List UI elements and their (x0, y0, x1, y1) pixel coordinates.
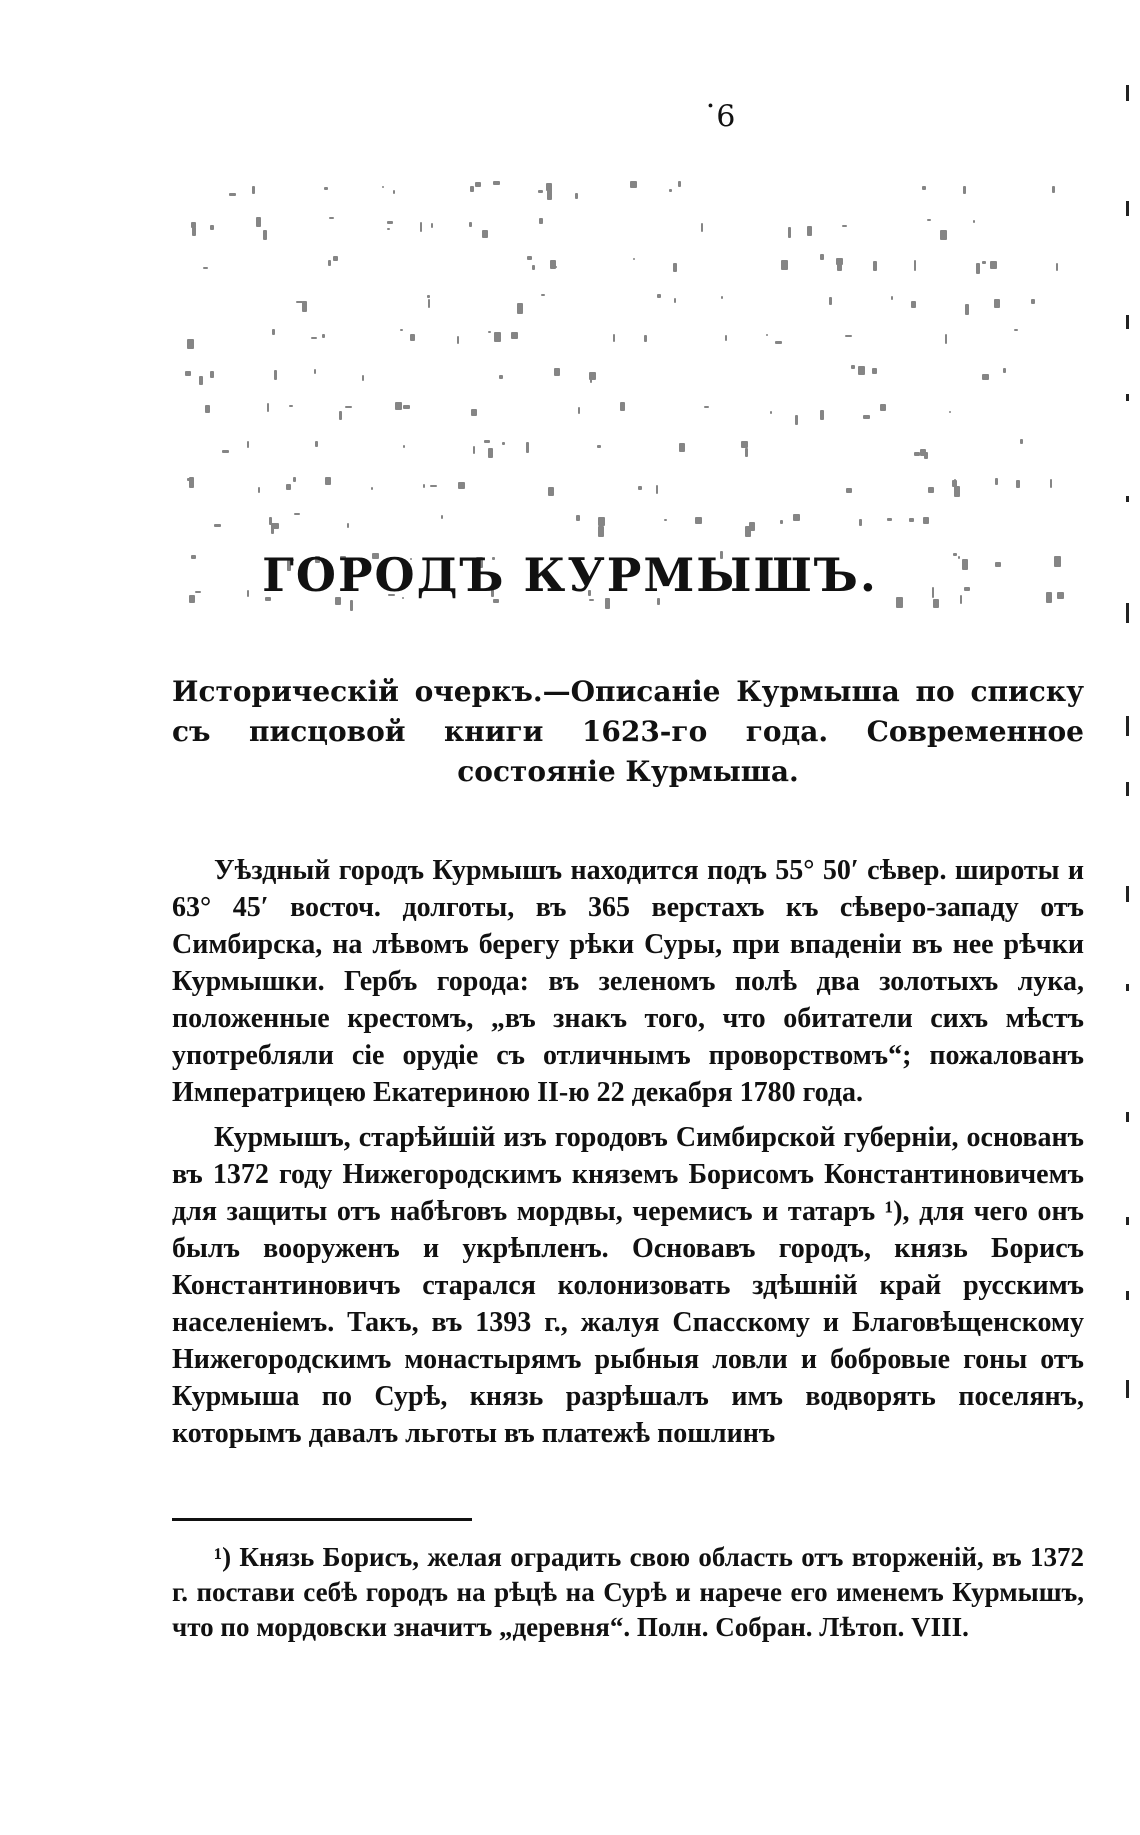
bleed-speck (911, 301, 916, 308)
bleed-speck (845, 335, 852, 337)
bleed-speck (293, 477, 296, 482)
bleed-speck (272, 523, 279, 529)
bleed-speck (263, 230, 267, 240)
bleed-speck (252, 186, 255, 194)
edge-mark (1126, 603, 1129, 623)
bleed-speck (674, 298, 676, 303)
bleed-speck (633, 258, 635, 260)
bleed-speck (210, 371, 214, 378)
bleed-speck (909, 518, 914, 522)
bleed-speck (965, 304, 969, 315)
footnote-text: ¹) Князь Борисъ, желая оградить свою область отъ вторженій, въ 1372 г. постави себѣ городъ на рѣцѣ на Сурѣ и нарече его именемъ Курмышъ, что по мордовски значитъ „деревня“. Полн. Собран. Лѣтоп. VIII. (172, 1542, 1084, 1642)
bleed-speck (214, 524, 221, 527)
bleed-speck (554, 368, 560, 376)
bleed-speck (205, 405, 210, 413)
bleed-speck (441, 515, 443, 519)
page-edge-marks (1126, 80, 1132, 1480)
bleed-speck (837, 260, 842, 271)
bleed-speck (493, 181, 500, 185)
bleed-speck (597, 445, 601, 448)
bleed-speck (1052, 186, 1055, 193)
bleed-speck (846, 488, 852, 493)
bleed-speck (598, 526, 604, 537)
bleed-speck (484, 440, 490, 443)
bleed-speck (532, 265, 535, 270)
bleed-speck (745, 448, 748, 457)
bleed-speck (526, 442, 529, 453)
bleed-speck (829, 297, 832, 305)
bleed-speck (222, 450, 229, 453)
bleed-speck (541, 294, 545, 296)
bleed-speck (482, 230, 488, 238)
bleed-speck (387, 221, 393, 224)
bleed-speck (924, 452, 928, 459)
bleed-speck (982, 261, 986, 264)
bleed-speck (430, 485, 437, 487)
bleed-speck (274, 370, 277, 380)
bleed-speck (669, 189, 672, 192)
bleed-speck (872, 368, 877, 374)
bleed-speck (701, 223, 703, 232)
footnote-divider (172, 1518, 472, 1521)
bleed-speck (644, 335, 647, 342)
bleed-speck (203, 267, 208, 269)
bleed-speck (229, 193, 236, 196)
bleed-speck (185, 371, 191, 376)
bleed-speck (859, 519, 862, 526)
edge-mark (1126, 782, 1129, 796)
bleed-speck (475, 182, 481, 187)
bleed-speck (770, 411, 772, 414)
bleed-speck (314, 369, 316, 374)
bleed-speck (842, 225, 847, 227)
edge-mark (1126, 496, 1129, 502)
edge-mark (1126, 716, 1129, 736)
bleed-speck (673, 263, 677, 272)
bleed-speck (473, 446, 475, 454)
bleed-speck (995, 478, 998, 485)
bleed-speck (679, 443, 685, 452)
bleed-speck (423, 484, 425, 488)
bleed-speck (657, 294, 661, 298)
bleed-speck (973, 220, 975, 223)
bleed-speck (793, 514, 800, 521)
bleed-speck (324, 187, 328, 190)
bleed-speck (922, 186, 926, 190)
bleed-speck (928, 487, 934, 493)
bleed-speck (927, 219, 931, 221)
bleed-speck (294, 513, 300, 515)
bleed-speck (766, 334, 768, 336)
bleed-speck (339, 411, 342, 420)
bleed-speck (891, 296, 893, 300)
bleed-speck (362, 375, 364, 381)
bleed-speck (598, 517, 605, 526)
bleed-speck (578, 407, 580, 414)
bleed-speck (781, 260, 788, 270)
bleed-speck (863, 415, 870, 419)
bleed-speck (590, 377, 592, 383)
bleed-speck (257, 217, 260, 222)
bleed-speck (1020, 439, 1023, 444)
bleed-speck (403, 445, 405, 448)
bleed-speck (749, 522, 755, 531)
bleed-speck (775, 341, 782, 344)
edge-mark (1126, 394, 1129, 401)
bleed-speck (410, 334, 415, 341)
bleed-speck (982, 374, 989, 380)
bleed-speck (940, 230, 947, 240)
bleed-speck (990, 261, 997, 269)
bleed-speck (725, 335, 727, 341)
chapter-title: ГОРОДЪ КУРМЫШЪ. (262, 548, 878, 602)
edge-mark (1126, 1291, 1129, 1300)
bleed-speck (547, 189, 552, 200)
bleed-speck (488, 331, 491, 333)
edge-mark (1126, 1112, 1129, 1122)
bleed-speck (552, 266, 557, 268)
bleed-speck (704, 406, 709, 408)
edge-mark (1126, 85, 1129, 101)
bleed-speck (721, 296, 723, 299)
bleed-speck (269, 517, 272, 525)
bleed-speck (795, 415, 798, 425)
bleed-speck (387, 228, 390, 230)
bleed-speck (272, 329, 275, 335)
bleed-speck (638, 486, 642, 490)
bleed-speck (371, 487, 373, 490)
bleed-speck (656, 485, 658, 494)
bleed-speck (325, 477, 331, 485)
bleed-speck (1003, 368, 1006, 373)
bleed-speck (328, 260, 331, 266)
bleed-speck (345, 406, 352, 408)
bleed-speck (511, 332, 518, 339)
bleed-speck (428, 299, 430, 308)
bleed-speck (575, 193, 578, 199)
bleed-speck (403, 405, 410, 409)
bleed-speck (538, 190, 543, 193)
bleed-speck (322, 334, 325, 338)
bleed-speck (517, 303, 523, 314)
bleed-speck (945, 334, 947, 344)
bleed-speck (347, 523, 349, 528)
bleed-speck (431, 223, 433, 228)
bleed-speck (469, 222, 472, 227)
bleed-speck (820, 410, 824, 420)
bleed-speck (289, 405, 293, 407)
bleed-speck (267, 403, 269, 412)
bleed-speck (976, 263, 980, 274)
bleed-speck (664, 519, 667, 521)
edge-mark (1126, 984, 1129, 991)
bleed-speck (695, 517, 702, 524)
chapter-subtitle: Историческій очеркъ.—Описаніе Курмыша по списку съ писцовой книги 1623-го года. Современное состояніе Курмыша. (172, 675, 1084, 788)
bleed-speck (887, 518, 892, 521)
bleed-speck (395, 402, 402, 410)
bleed-speck (427, 295, 430, 298)
bleed-speck (807, 226, 812, 236)
bleed-speck (192, 227, 196, 236)
edge-mark (1126, 886, 1129, 902)
bleed-speck (548, 487, 554, 496)
bleed-speck (1016, 480, 1020, 488)
bleed-speck (311, 337, 317, 339)
bleed-speck (880, 404, 886, 411)
bleed-speck (963, 186, 966, 194)
edge-mark (1126, 315, 1129, 329)
bleed-speck (914, 260, 916, 271)
bleed-speck (199, 376, 203, 385)
edge-mark (1126, 1380, 1129, 1398)
bleed-speck (494, 332, 501, 342)
bleed-speck (1031, 299, 1035, 304)
bleed-speck (820, 254, 824, 260)
bleed-speck (539, 218, 543, 224)
bleed-speck (1056, 263, 1058, 271)
bleed-speck (471, 409, 477, 416)
bleed-speck (329, 217, 334, 219)
bleed-speck (499, 375, 503, 379)
bleed-speck (315, 441, 318, 447)
bleed-speck (470, 186, 474, 192)
bleed-speck (247, 441, 249, 448)
bleed-speck (1014, 329, 1018, 331)
bleed-speck (527, 256, 532, 260)
bleed-speck (420, 222, 422, 232)
bleed-speck (382, 186, 384, 188)
paragraph: Уѣздный городъ Курмышъ находится подъ 55° 50′ сѣвер. широты и 63° 45′ восточ. долготы, въ 365 верстахъ къ сѣверо-западу отъ Симбирска, на лѣвомъ берегу рѣки Суры, при впаденіи въ нее рѣчки Курмышки. Гербъ города: въ зеленомъ полѣ два золотыхъ лука, положенные крестомъ, „въ знакъ того, что обитатели сихъ мѣстъ употребляли сіе орудіе съ отличнымъ проворствомъ“; пожалованъ Императрицею Екатериною II-ю 22 декабря 1780 года. (172, 855, 1084, 1108)
bleed-speck (393, 190, 395, 194)
page-number: 9. (704, 96, 736, 131)
bleed-speck (741, 441, 748, 448)
bleed-speck (613, 334, 615, 342)
bleed-speck (187, 478, 192, 481)
edge-mark (1126, 1217, 1129, 1225)
bleed-speck (949, 411, 951, 413)
bleed-speck (302, 301, 307, 312)
bleed-speck (630, 181, 637, 188)
bleed-speck (858, 366, 865, 375)
edge-mark (1126, 201, 1129, 216)
bleed-speck (210, 225, 214, 230)
bleed-speck (458, 482, 465, 489)
bleed-speck (258, 487, 260, 493)
bleed-speck (187, 339, 194, 349)
bleed-speck (873, 261, 877, 271)
bleed-speck (788, 227, 791, 238)
bleed-speck (851, 365, 855, 369)
bleed-speck (678, 181, 681, 187)
bleed-speck (994, 299, 1000, 308)
bleed-speck (576, 515, 580, 521)
bleed-speck (954, 479, 956, 490)
body-text (172, 852, 1084, 1460)
bleed-speck (502, 442, 505, 445)
bleed-speck (400, 329, 403, 331)
bleed-speck (923, 517, 929, 524)
bleed-speck (286, 484, 291, 490)
bleed-speck (780, 520, 783, 524)
bleed-speck (620, 402, 625, 411)
footnote (172, 1540, 1084, 1645)
bleed-speck (457, 336, 459, 344)
bleed-speck (488, 448, 493, 458)
bleed-speck (333, 256, 338, 261)
bleed-speck (1050, 479, 1052, 488)
paragraph: Курмышъ, старѣйшій изъ городовъ Симбирской губерніи, основанъ въ 1372 году Нижегородскимъ княземъ Борисомъ Константиновичемъ для защиты отъ набѣговъ мордвы, черемисъ и татаръ ¹), для чего онъ былъ вооруженъ и укрѣпленъ. Основавъ городъ, князь Борисъ Константиновичъ старался колонизовать здѣшній край русскимъ населеніемъ. Такъ, въ 1393 г., жалуя Спасскому и Благовѣщенскому Нижегородскимъ монастырямъ рыбныя ловли и бобровые гоны отъ Курмыша по Сурѣ, князь разрѣшалъ имъ водворять поселянъ, которымъ давалъ льготы въ платежѣ пошлинъ (172, 1122, 1084, 1449)
